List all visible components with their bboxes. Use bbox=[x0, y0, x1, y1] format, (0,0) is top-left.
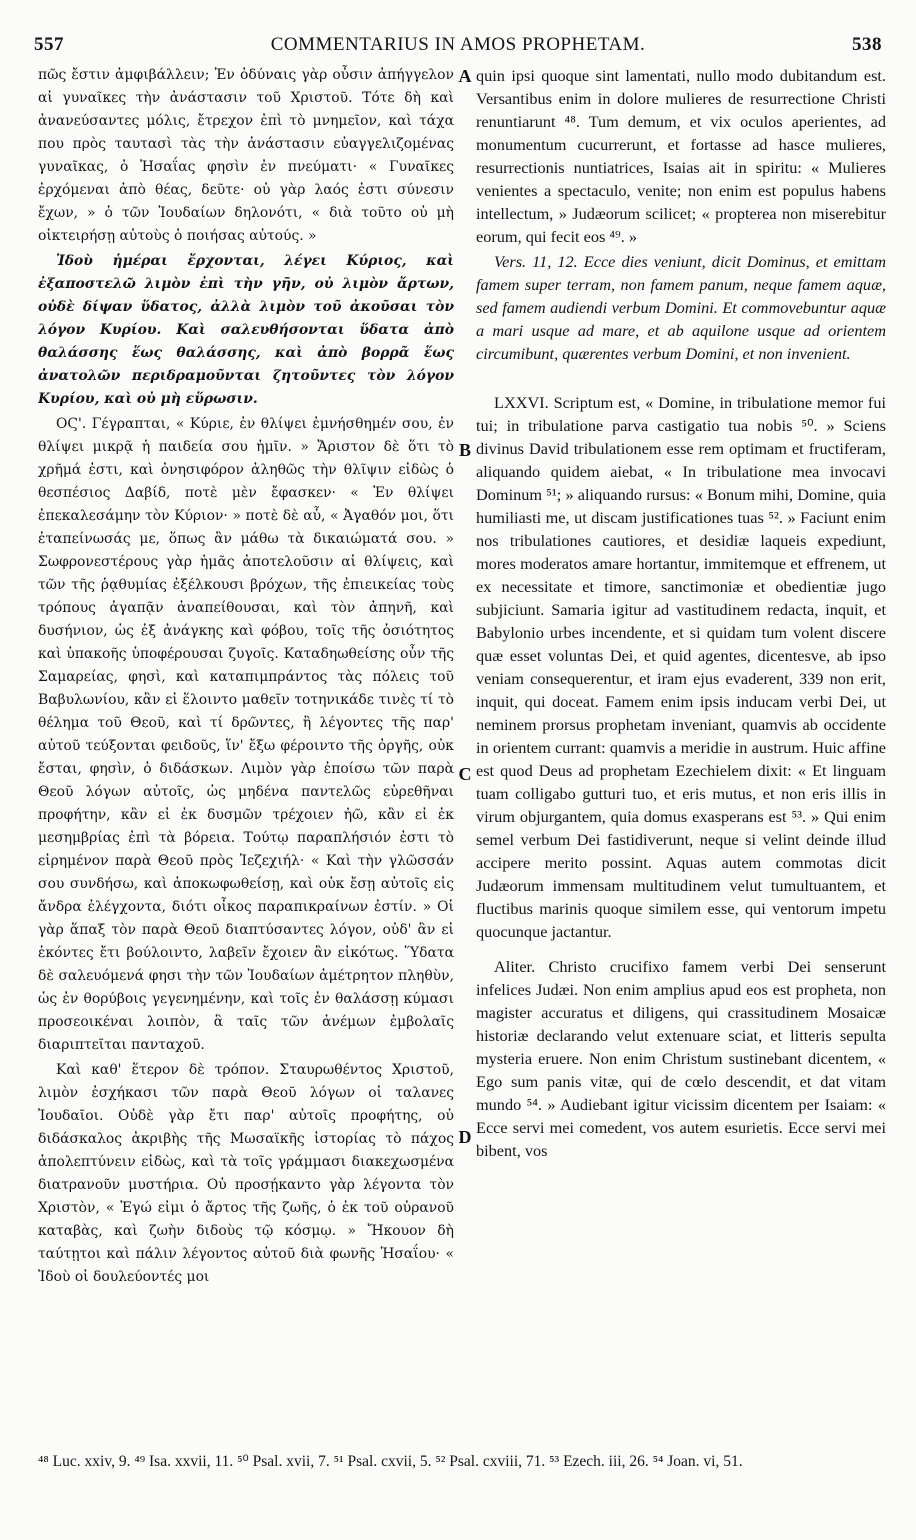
greek-paragraph-76: ΟϚ'. Γέγραπται, « Κύριε, ἐν θλίψει ἐμνήσθημέν σου, ἐν θλίψει μικρᾷ ἡ παιδεία σου ἡμῖν. » Ἄριστον δὲ ὅτι τὸ χρῆμά ἐστι, καὶ ὀνησιφόρον ἀληθῶς τὴν θλῖψιν εἰδὼς ὁ θεσπέσιος Δαβίδ, ποτὲ μὲν ἔφασκεν· « Ἐν θλίψει ἐπεκαλεσάμην τὸν Κύριον· » ποτὲ δὲ αὖ, « Ἀγαθόν μοι, ὅτι ἐταπείνωσάς με, ὅπως ἂν μάθω τὰ δικαιώματά σου. » Σωφρονεστέρους γὰρ ἡμᾶς ἀποτελοῦσιν αἱ θλίψεις, καὶ τῶν τῆς ῥᾳθυμίας ἐξέλκουσι βρόχων, τῆς ἐπιεικείας τοὺς τρόπους ἀγαπᾷν ἀναπείθουσαι, καὶ τὸν ἀπηνῆ, καὶ δυσήνιον, ὡς ἐξ ἀνάγκης καὶ φόβου, τοῖς τῆς ὁσιότητος καὶ ὑπακοῆς ὑποφέρουσαι ζυγοῖς. Καταδηωθείσης οὖν τῆς Σαμαρείας, φησὶ, καὶ καταπιμπράντος τὰς πόλεις τοῦ Βαβυλωνίου, κἂν εἰ ἕλοιντο μαθεῖν τοτηνικάδε τινὲς τί τὸ θέλημα τοῦ Θεοῦ, καὶ τί δρῶντες, ἢ λέγοντες τῆς παρ' αὐτοῦ τεύξονται φειδοῦς, ἵν' ἔξω φέροιντο τῆς ὀργῆς, οὐκ ἔσται, φησὶν, ὁ διδάσκων. Λιμὸν γὰρ ἐποίσω τῶν παρὰ Θεοῦ λόγων αὐτοῖς, ὡς μηδένα παντελῶς εὑρεθῆναι προφήτην, κἂν εἰ ἐκ δυσμῶν τρέχοιεν ἠῶ, κἂν εἰ ἐκ μεσημβρίας ἐπὶ τὰ βόρεια. Τούτῳ παραπλήσιόν ἐστι τὸ εἰρημένον παρὰ Θεοῦ πρὸς Ἰεζεχιήλ· « Καὶ τὴν γλῶσσάν σου συνδήσω, καὶ ἀποκωφωθείσῃ, καὶ οὐκ ἔσῃ αὐτοῖς εἰς ἄνδρα ἐλέγχοντα, διότι οἶκος παραπικραίνων ἐστίν. » Οἱ γὰρ ἅπαξ τὸν παρὰ Θεοῦ διαπτύσαντες λόγον, οὐδ' ἂν εἰ ἑκόντες ἔτι βούλοιντο, λαβεῖν ἔχοιεν ἂν εἰκότως. Ὕδατα δὲ σαλευόμενά φησι τὴν τῶν Ἰουδαίων ἀμέτρητον πληθὺν, ὡς ἐν θορύβοις γεγενημένην, καὶ τοῖς ἐν θαλάσσῃ κύμασι προσεοικέναι λοιπὸν, ἃ ταῖς τῶν ἀνέμων ἐμβολαῖς διαριπτεῖται πανταχοῦ. bbox=[38, 416, 454, 1053]
page-number-right: 538 bbox=[852, 34, 882, 55]
margin-marker-a: A bbox=[458, 66, 472, 86]
footnotes: ⁴⁸ Luc. xxiv, 9. ⁴⁹ Isa. xxvii, 11. ⁵⁰ Psal. xvii, 7. ⁵¹ Psal. cxvii, 5. ⁵² Psal. cxviii, 71. ⁵³ Ezech. iii, 26. ⁵⁴ Joan. vi, 51. bbox=[38, 1453, 743, 1470]
margin-marker-b: B bbox=[458, 440, 471, 460]
latin-verse-text: Vers. 11, 12. Ecce dies veniunt, dicit Dominus, et emittam famem super terram, non famem panum, neque famem aquæ, sed famem audiendi verbum Domini. Et commovebuntur aquæ a mari usque ad mare, et ab aquilone usque ad orientem circumibunt, quærentes verbum Domini, et non invenient. bbox=[476, 252, 886, 363]
margin-marker-d: D bbox=[458, 1127, 472, 1147]
page-number-left: 557 bbox=[34, 34, 64, 55]
latin-column bbox=[476, 64, 886, 1434]
greek-verse-text: Ἰδοὺ ἡμέραι ἔρχονται, λέγει Κύριος, καὶ ἐξαποστελῶ λιμὸν ἐπὶ τὴν γῆν, οὐ λιμὸν ἄρτων, οὐδὲ δίψαν ὕδατος, ἀλλὰ λιμὸν τοῦ ἀκοῦσαι τὸν λόγον Κυρίου. Καὶ σαλευθήσονται ὕδατα ἀπὸ θαλάσσης ἕως θαλάσσης, καὶ ἀπὸ βορρᾶ ἕως ἀνατολῶν περιδραμοῦνται ζητοῦντες τὸν λόγον Κυρίου, καὶ οὐ μὴ εὕρωσιν. bbox=[38, 253, 454, 407]
running-title: COMMENTARIUS IN AMOS PROPHETAM. bbox=[270, 34, 646, 55]
latin-paragraph-76: LXXVI. Scriptum est, « Domine, in tribulatione memor fui tui; in tribulatione parva castigatio tua nobis ⁵⁰. » Sciens divinus David tribulationem esse rem optimam et fructiferam, aliquando quidem aiebat, « In tribulatione mea invocavi Dominum ⁵¹; » aliquando rursus: « Bonum mihi, Domine, quia humiliasti me, ut discam justificationes tuas ⁵². » Faciunt enim nos tribulationes cautiores, et desidiæ laqueis expediunt, mores moderatos amare hortantur, immitemque et effrenem, ut ex necessitate et timore, sanctimoniæ et obedientiæ jugo subjiciunt. Samaria igitur ad vastitudinem redacta, inquit, et Babylonio urbes incendente, et si quidam tum volent discere quæ esset voluntas Dei, et quid agentes, dicentesve, ab ipso veniam consequerentur, et iram ejus evaderent, 339 non erit, inquit, qui doceat. Famem enim ipsis inducam verbi Dei, ut neminem prorsus prophetam inveniant, quamvis ab occidente in orientem currant: quamvis a meridie in austrum. Huic affine est quod Deus ad prophetam Ezechielem dixit: « Et linguam tuam colligabo gutturi tuo, et eris mutus, et non eris illis in virum objurgantem, quia domus exasperans est ⁵³. » Qui enim semel verbum Dei fastidiverunt, neque si velint deinde illud accipere merito possint. Aquas autem commotas dicit Judæorum immensam multitudinem velut tumultuantem, et fluctibus marinis quoque similem esse, qui ventorum impetu quocunque jactantur. bbox=[476, 393, 886, 941]
margin-marker-c: C bbox=[458, 764, 472, 784]
page-header bbox=[34, 34, 882, 60]
latin-paragraph-alternative: Aliter. Christo crucifixo famem verbi Dei senserunt infelices Judæi. Non enim amplius apud eos est propheta, non magister accuratus et diligens, qui crassitudinem Mosaicæ historiæ declarando velut extenuare sciat, et litteris sepulta mysteria eruere. Non enim Christum sustinebant dicentem, « Ego sum panis vitæ, qui de cœlo descendit, et dat vitam mundo ⁵⁴. » Audiebant igitur vicissim dicentem per Isaiam: « Ecce servi mei comedent, vos autem esurietis. Ecce servi mei bibent, vos bbox=[476, 957, 886, 1160]
greek-column bbox=[38, 64, 454, 1434]
greek-paragraph-alternative: Καὶ καθ' ἕτερον δὲ τρόπον. Σταυρωθέντος Χριστοῦ, λιμὸν ἐσχήκασι τῶν παρὰ Θεοῦ λόγων οἱ ταλανες Ἰουδαῖοι. Οὐδὲ γὰρ ἔτι παρ' αὐτοῖς προφήτης, οὐ διδάσκαλος ἀκριβὴς τῆς Μωσαϊκῆς ἱστορίας τὸ πάχος ἀπολεπτύνειν εἰδὼς, καὶ τὰ τοῖς γράμμασι διακεχωσμένα διατρανοῦν μυστήρια. Οὐ προσῄκαντο γὰρ λέγοντα τὸν Χριστὸν, « Ἐγώ εἰμι ὁ ἄρτος τῆς ζωῆς, ὁ ἐκ τοῦ οὐρανοῦ καταβὰς, καὶ ζωὴν διδοὺς τῷ κόσμῳ. » Ἤκουον δὴ ταύτῃτοι καὶ πάλιν λέγοντος αὐτοῦ διὰ φωνῆς Ἡσαΐου· « Ἰδοὺ οἱ δουλεύοντές μοι bbox=[38, 1062, 454, 1285]
latin-paragraph-1: quin ipsi quoque sint lamentati, nullo modo dubitandum est. Versantibus enim in dolore mulieres de resurrectione Christi renuntiarunt ⁴⁸. Tum demum, et vix oculos aperientes, ad monumentum cucurrerunt, et fortasse ad hasce mulieres, resurrectionis nuntiatrices, Isaias ait in spiritu: « Mulieres venientes a spectaculo, venite; non enim est populus habens intellectum, » Judæorum scilicet; « propterea non miserebitur eorum, qui fecit eos ⁴⁹. » bbox=[476, 66, 886, 246]
greek-paragraph-1: πῶς ἔστιν ἀμφιβάλλειν; Ἐν ὀδύναις γὰρ οὖσιν ἀπήγγελον αἱ γυναῖκες τὴν ἀνάστασιν τοῦ Χριστοῦ. Τότε δὴ καὶ ἀνανεύσαντες μόλις, ἔτρεχον ἐπὶ τὸ μνημεῖον, καὶ τάχα που πρὸς ταυτασὶ τὰς τὴν ἀνάστασιν εὐαγγελιζομένας γυναῖκας, ὁ Ἡσαΐας φησὶν ἐν πνεύματι· « Γυναῖκες ἐρχόμεναι ἀπὸ θέας, δεῦτε· οὐ γὰρ λαός ἐστι σύνεσιν ἔχων, » ὁ τῶν Ἰουδαίων δηλονότι, « διὰ τοῦτο οὐ μὴ οἰκτειρήσῃ αὐτοὺς ὁ ποιήσας αὐτούς. » bbox=[38, 67, 454, 244]
